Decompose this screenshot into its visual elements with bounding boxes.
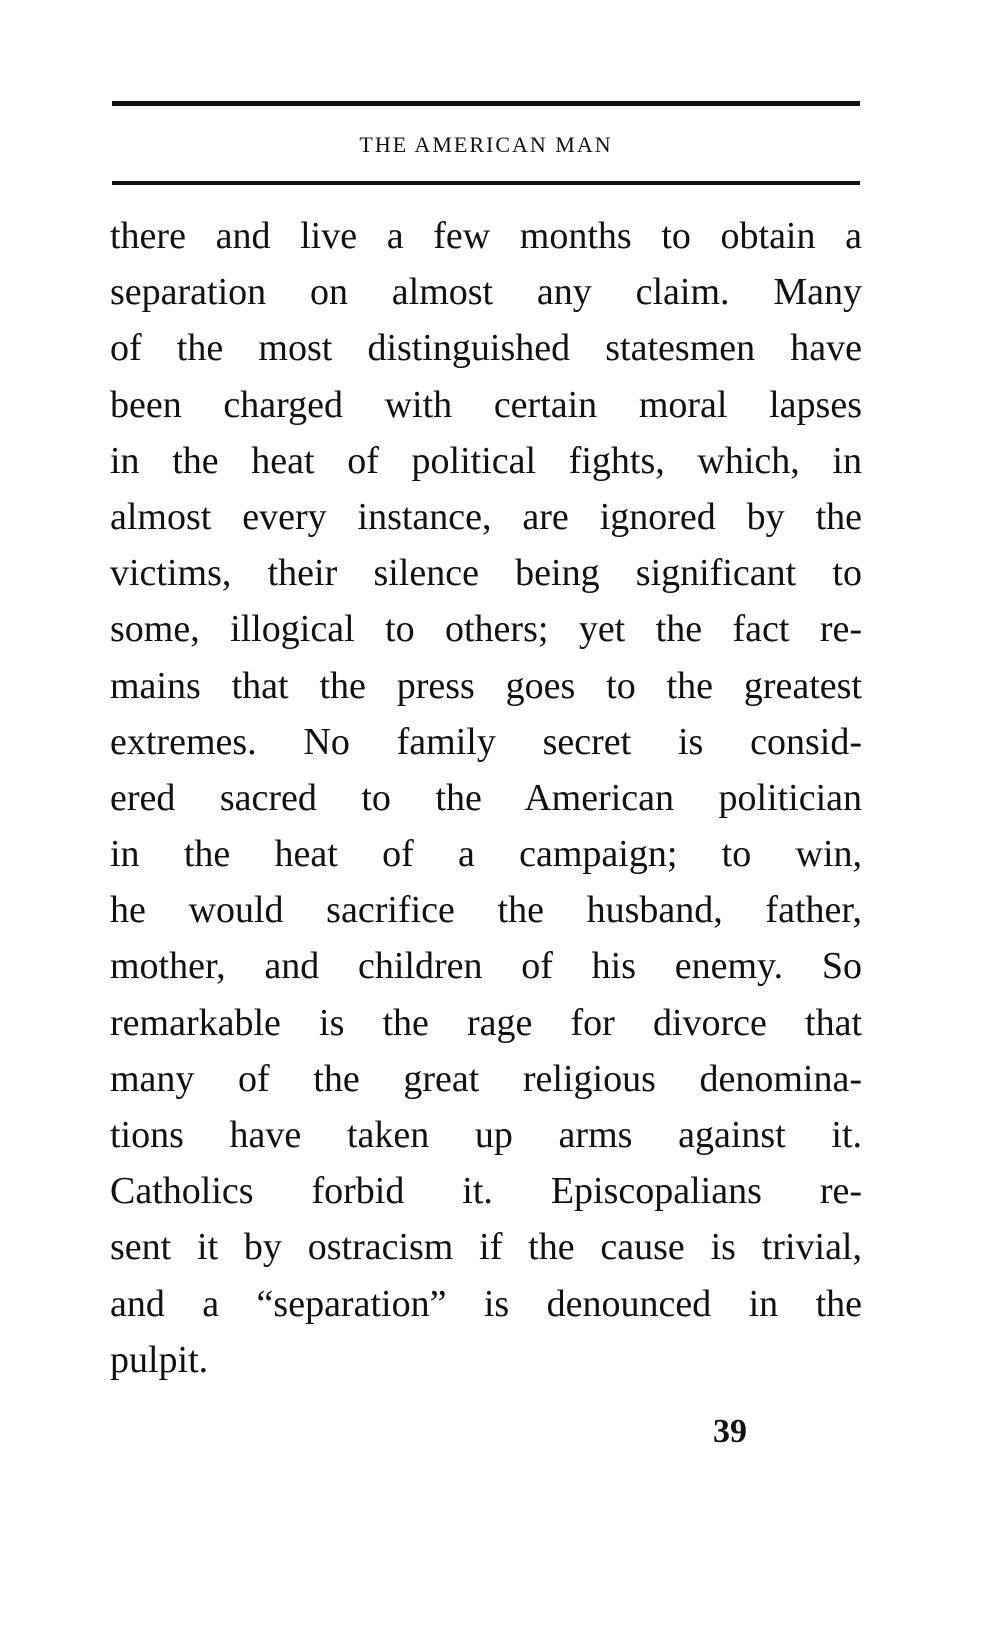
text-line: mother, and children of his enemy. So bbox=[110, 945, 862, 988]
text-line: sent it by ostracism if the cause is trivial, bbox=[110, 1226, 862, 1269]
text-line: he would sacrifice the husband, father, bbox=[110, 889, 862, 932]
text-line: pulpit. bbox=[110, 1338, 209, 1381]
top-rule bbox=[112, 101, 860, 106]
body-text bbox=[110, 208, 862, 1388]
text-line: Catholics forbid it. Episcopalians re- bbox=[110, 1170, 862, 1213]
text-line: mains that the press goes to the greatest bbox=[110, 664, 862, 707]
text-line: been charged with certain moral lapses bbox=[110, 383, 862, 426]
text-line: victims, their silence being significant to bbox=[110, 552, 862, 595]
text-line: in the heat of a campaign; to win, bbox=[110, 833, 862, 876]
text-line: there and live a few months to obtain a bbox=[110, 215, 862, 257]
text-line: and a “separation” is denounced in the bbox=[110, 1282, 862, 1325]
text-line: remarkable is the rage for divorce that bbox=[110, 1001, 862, 1044]
page-number: 39 bbox=[713, 1413, 747, 1450]
text-line: almost every instance, are ignored by the bbox=[110, 495, 862, 538]
text-line: in the heat of political fights, which, in bbox=[110, 439, 862, 482]
running-head: THE AMERICAN MAN bbox=[359, 132, 613, 157]
text-line: separation on almost any claim. Many bbox=[110, 271, 862, 314]
text-line: of the most distinguished statesmen have bbox=[110, 327, 862, 370]
header-rule bbox=[112, 181, 860, 185]
text-line: many of the great religious denomina- bbox=[110, 1057, 862, 1100]
text-line: some, illogical to others; yet the fact re- bbox=[110, 608, 862, 651]
text-line: extremes. No family secret is consid- bbox=[110, 720, 862, 763]
text-line: ered sacred to the American politician bbox=[110, 776, 862, 819]
text-line: tions have taken up arms against it. bbox=[110, 1114, 862, 1156]
